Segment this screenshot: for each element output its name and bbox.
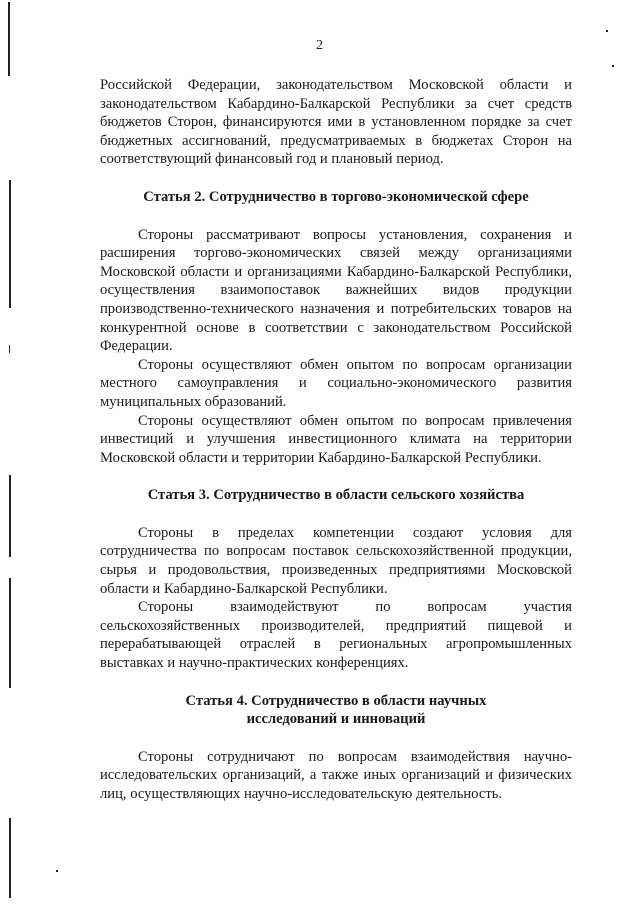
scan-edge-mark: [9, 475, 11, 557]
article-2-paragraph-3: Стороны осуществляют обмен опытом по вопросам привлечения инвестиций и улучшения инвестиционного климата на территории Московской области и территории Кабардино-Балкарской Республики.: [100, 412, 572, 466]
intro-paragraph: Российской Федерации, законодательством Московской области и законодательством Кабардино-Балкарской Республики за счет средств бюджетов Сторон, финансируются ими в установленном порядке за счет бюджетных ассигнований, предусматриваемых в бюджетах Сторон на соответствующий финансовый год и плановый период.: [100, 77, 572, 168]
scan-edge-mark: [9, 180, 11, 308]
scan-edge-mark: [9, 818, 11, 898]
scan-dot: [612, 65, 614, 67]
scan-dot: [606, 30, 608, 32]
article-4-title: [100, 692, 572, 729]
document-body: [100, 76, 572, 804]
article-2-title: Статья 2. Сотрудничество в торгово-экономической сфере: [143, 188, 529, 205]
article-3-paragraph-2: Стороны взаимодействуют по вопросам участия сельскохозяйственных производителей, предприятий пищевой и перерабатывающей отраслей в региональных агропромышленных выставках и научно-практических конференциях.: [100, 599, 572, 672]
article-3-title: Статья 3. Сотрудничество в области сельского хозяйства: [147, 487, 525, 504]
article-4-paragraph-1: Стороны сотрудничают по вопросам взаимодействия научно-исследовательских организаций, а также иных организаций и физических лиц, осуществляющих научно-исследовательскую деятельность.: [100, 748, 572, 802]
scan-edge-mark: [9, 578, 11, 688]
article-2-paragraph-1: Стороны рассматривают вопросы установления, сохранения и расширения торгово-экономических связей между организациями Московской области и организациями Кабардино-Балкарской Республики, осуществления взаимопоставок важнейших видов продукции производственно-технического назначения и потребительских товаров на конкурентной основе в соответствии с законодательством Российской Федерации.: [100, 226, 572, 355]
scan-edge-mark: [9, 345, 10, 353]
article-2-paragraph-2: Стороны осуществляют обмен опытом по вопросам организации местного самоуправления и социально-экономического развития муниципальных образований.: [100, 356, 572, 410]
article-4-title-line-2: исследований и инноваций: [246, 711, 426, 728]
article-4-title-line-1: Статья 4. Сотрудничество в области научных: [185, 692, 487, 709]
page-number: 2: [316, 38, 323, 53]
article-3-paragraph-1: Стороны в пределах компетенции создают условия для сотрудничества по вопросам поставок сельскохозяйственной продукции, сырья и продовольствия, произведенных предприятиями Московской области и Кабардино-Балкарской Республики.: [100, 524, 572, 597]
scan-dot: [56, 870, 58, 872]
